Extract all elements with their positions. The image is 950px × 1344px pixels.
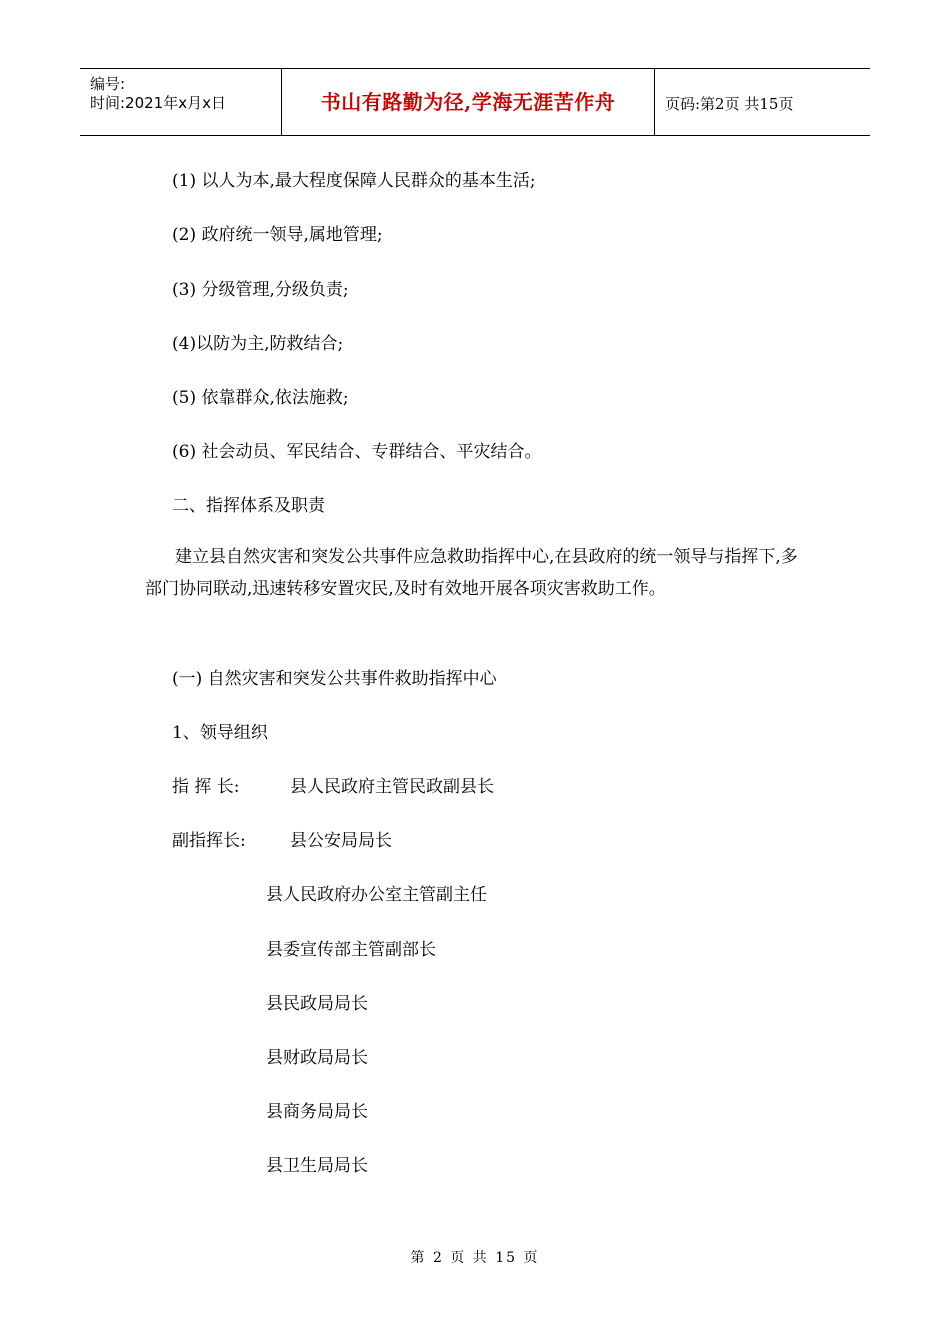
- leadership-heading: 1、领导组织: [172, 723, 268, 743]
- deputy-member: 县委宣传部主管副部长: [266, 940, 436, 960]
- deputy-member: 县人民政府办公室主管副主任: [266, 885, 487, 905]
- deputy-member: 县卫生局局长: [266, 1156, 368, 1176]
- section-heading: 二、指挥体系及职责: [172, 496, 325, 516]
- commander-label: 指 挥 长:: [172, 777, 240, 797]
- deputy-member: 县公安局局长: [290, 831, 392, 851]
- number-label: 编号:: [90, 75, 126, 93]
- principle-item: (3) 分级管理,分级负责;: [172, 280, 349, 300]
- time-label: 时间:2021年x月x日: [90, 94, 226, 112]
- page-footer: 第 2 页 共 15 页: [410, 1250, 540, 1266]
- header-meta: [80, 69, 282, 135]
- principle-item: (1) 以人为本,最大程度保障人民群众的基本生活;: [172, 171, 536, 191]
- principle-item: (4)以防为主,防救结合;: [172, 334, 344, 354]
- deputy-member: 县民政局局长: [266, 994, 368, 1014]
- header-page-info: [655, 69, 870, 135]
- principle-item: (2) 政府统一领导,属地管理;: [172, 225, 383, 245]
- deputy-label: 副指挥长:: [172, 831, 246, 851]
- deputy-member: 县财政局局长: [266, 1048, 368, 1068]
- header-motto: [282, 69, 655, 135]
- subsection-heading: (一) 自然灾害和突发公共事件救助指挥中心: [172, 669, 497, 689]
- section-paragraph: 建立县自然灾害和突发公共事件应急救助指挥中心,在县政府的统一领导与指挥下,多部门协同联动,迅速转移安置灾民,及时有效地开展各项灾害救助工作。: [145, 547, 798, 599]
- motto-text: 书山有路勤为径,学海无涯苦作舟: [320, 90, 616, 114]
- principle-item: (5) 依靠群众,依法施救;: [172, 388, 349, 408]
- page-header: [80, 68, 870, 136]
- page-info-text: 页码:第2页 共15页: [665, 95, 794, 113]
- principle-item: (6) 社会动员、军民结合、专群结合、平灾结合。: [172, 442, 542, 462]
- commander-value: 县人民政府主管民政副县长: [290, 777, 494, 797]
- deputy-member: 县商务局局长: [266, 1102, 368, 1122]
